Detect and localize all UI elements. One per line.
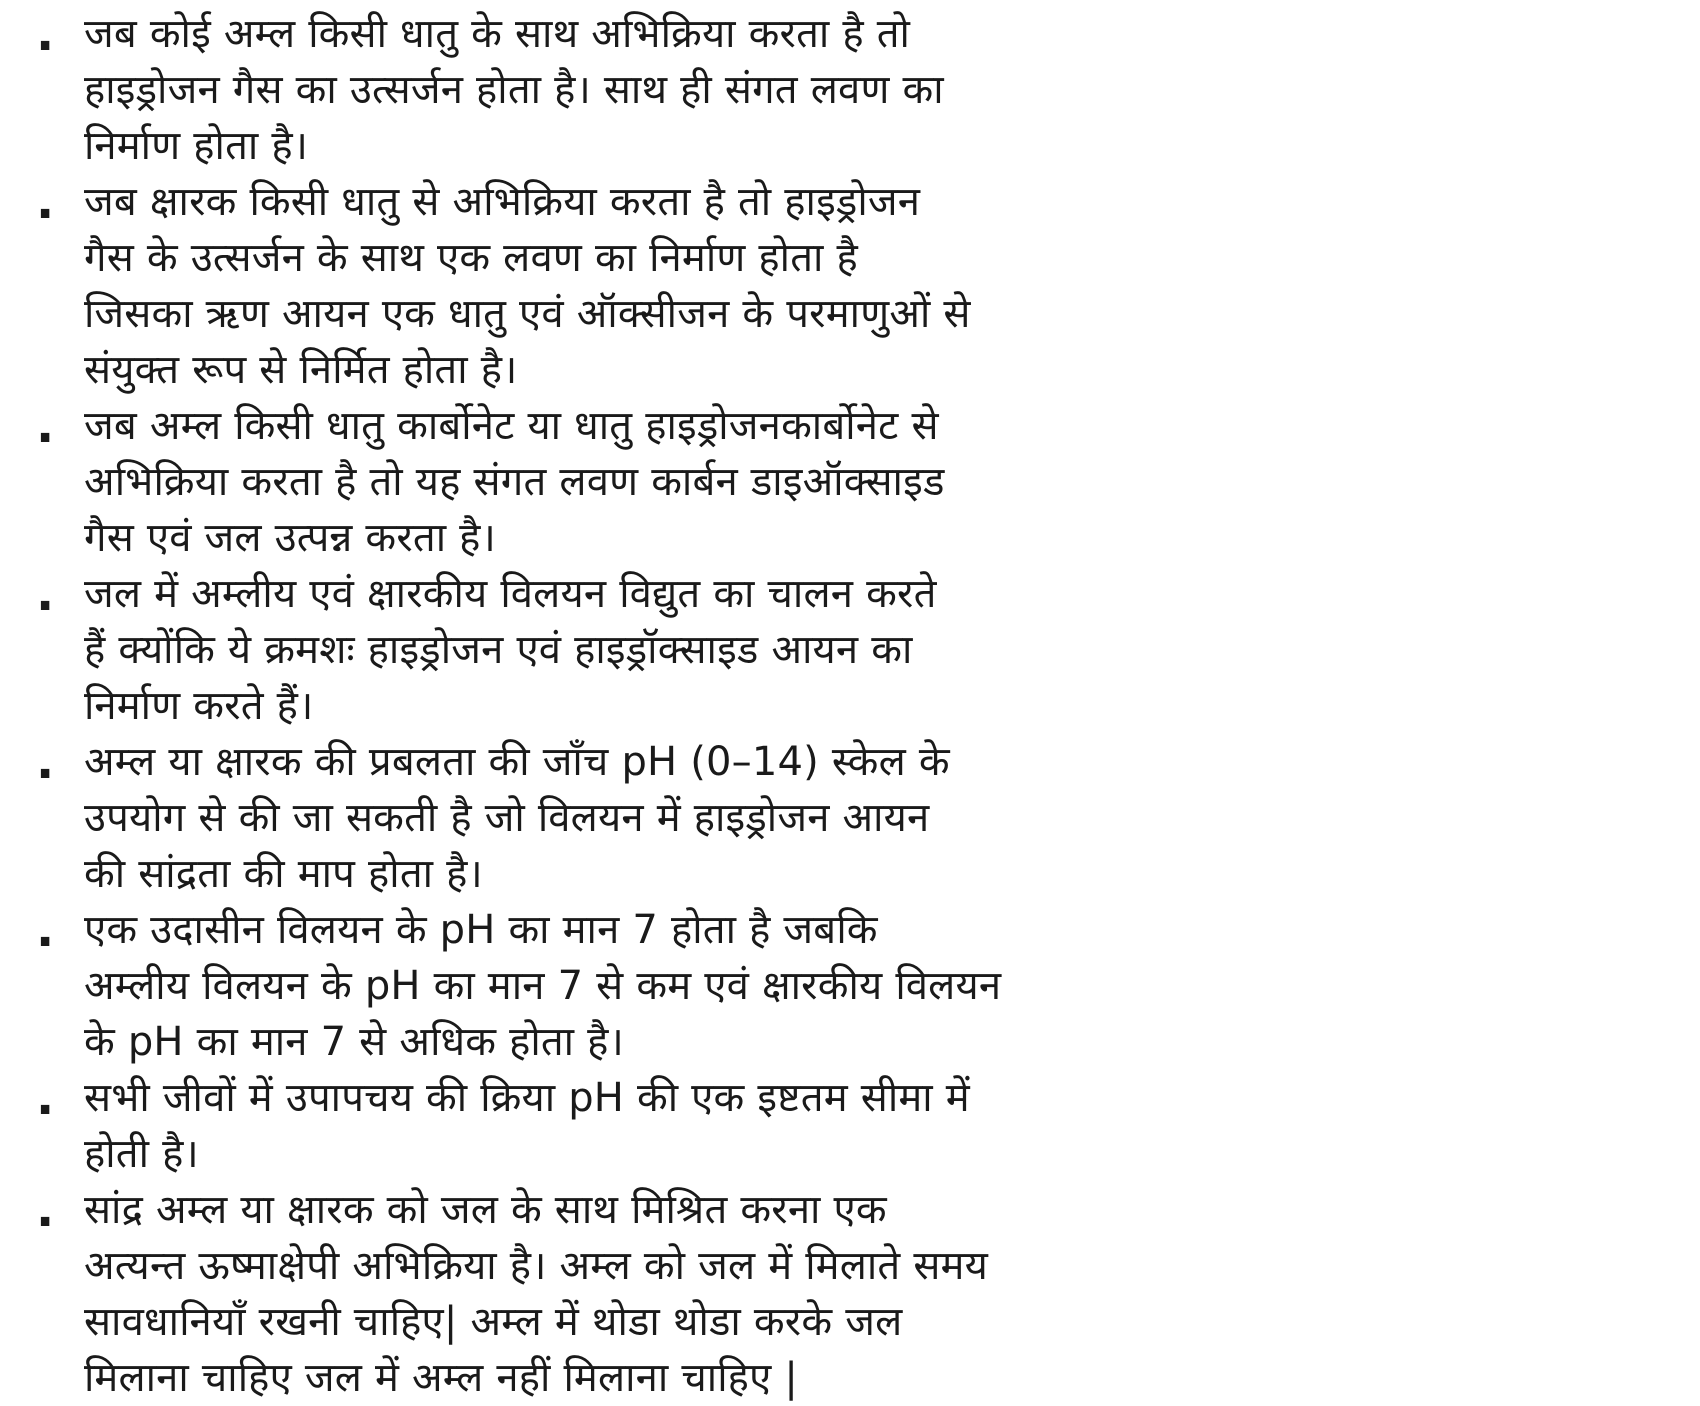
bullet-mark: . xyxy=(36,902,55,958)
point-line: सावधानियाँ रखनी चाहिए| अम्ल में थोडा थोडा करके जल xyxy=(84,1299,903,1345)
point-line: हैं क्योंकि ये क्रमशः हाइड्रोजन एवं हाइड्रॉक्साइड आयन का xyxy=(84,627,913,673)
point-line: अम्ल या क्षारक की प्रबलता की जाँच pH (0–14) स्केल के xyxy=(84,739,950,785)
point-2 xyxy=(0,174,1220,398)
point-line: हाइड्रोजन गैस का उत्सर्जन होता है। साथ ही संगत लवण का xyxy=(84,67,944,113)
point-line: अत्यन्त ऊष्माक्षेपी अभिक्रिया है। अम्ल को जल में मिलाते समय xyxy=(84,1243,989,1289)
point-8 xyxy=(0,1182,1220,1406)
point-line: उपयोग से की जा सकती है जो विलयन में हाइड्रोजन आयन xyxy=(84,795,930,841)
point-4 xyxy=(0,566,1220,734)
bullet-mark: . xyxy=(36,734,55,790)
point-5 xyxy=(0,734,1220,902)
summary-points-list xyxy=(0,6,1220,1406)
point-line: जब क्षारक किसी धातु से अभिक्रिया करता है तो हाइड्रोजन xyxy=(84,179,921,225)
point-3 xyxy=(0,398,1220,566)
bullet-mark: . xyxy=(36,1182,55,1238)
point-line: अम्लीय विलयन के pH का मान 7 से कम एवं क्षारकीय विलयन xyxy=(84,963,1002,1009)
point-6 xyxy=(0,902,1220,1070)
point-line: मिलाना चाहिए जल में अम्ल नहीं मिलाना चाहिए | xyxy=(84,1355,798,1401)
point-line: सभी जीवों में उपापचय की क्रिया pH की एक इष्टतम सीमा में xyxy=(84,1075,970,1121)
bullet-mark: . xyxy=(36,398,55,454)
bullet-mark: . xyxy=(36,1070,55,1126)
point-line: जल में अम्लीय एवं क्षारकीय विलयन विद्युत का चालन करते xyxy=(84,571,937,617)
point-line: जब कोई अम्ल किसी धातु के साथ अभिक्रिया करता है तो xyxy=(84,11,911,57)
bullet-mark: . xyxy=(36,6,55,62)
point-line: एक उदासीन विलयन के pH का मान 7 होता है जबकि xyxy=(84,907,878,953)
bullet-mark: . xyxy=(36,566,55,622)
point-line: निर्माण करते हैं। xyxy=(84,683,314,729)
point-line: जिसका ऋण आयन एक धातु एवं ऑक्सीजन के परमाणुओं से xyxy=(84,291,971,337)
point-line: गैस के उत्सर्जन के साथ एक लवण का निर्माण होता है xyxy=(84,235,858,281)
point-line: के pH का मान 7 से अधिक होता है। xyxy=(84,1019,624,1065)
point-1 xyxy=(0,6,1220,174)
point-line: होती है। xyxy=(84,1131,199,1177)
point-line: गैस एवं जल उत्पन्न करता है। xyxy=(84,515,496,561)
point-line: की सांद्रता की माप होता है। xyxy=(84,851,483,897)
point-line: अभिक्रिया करता है तो यह संगत लवण कार्बन डाइऑक्साइड xyxy=(84,459,945,505)
point-line: सांद्र अम्ल या क्षारक को जल के साथ मिश्रित करना एक xyxy=(84,1187,887,1233)
point-line: संयुक्त रूप से निर्मित होता है। xyxy=(84,347,518,393)
point-7 xyxy=(0,1070,1220,1182)
bullet-mark: . xyxy=(36,174,55,230)
point-line: जब अम्ल किसी धातु कार्बोनेट या धातु हाइड्रोजनकार्बोनेट से xyxy=(84,403,939,449)
point-line: निर्माण होता है। xyxy=(84,123,309,169)
